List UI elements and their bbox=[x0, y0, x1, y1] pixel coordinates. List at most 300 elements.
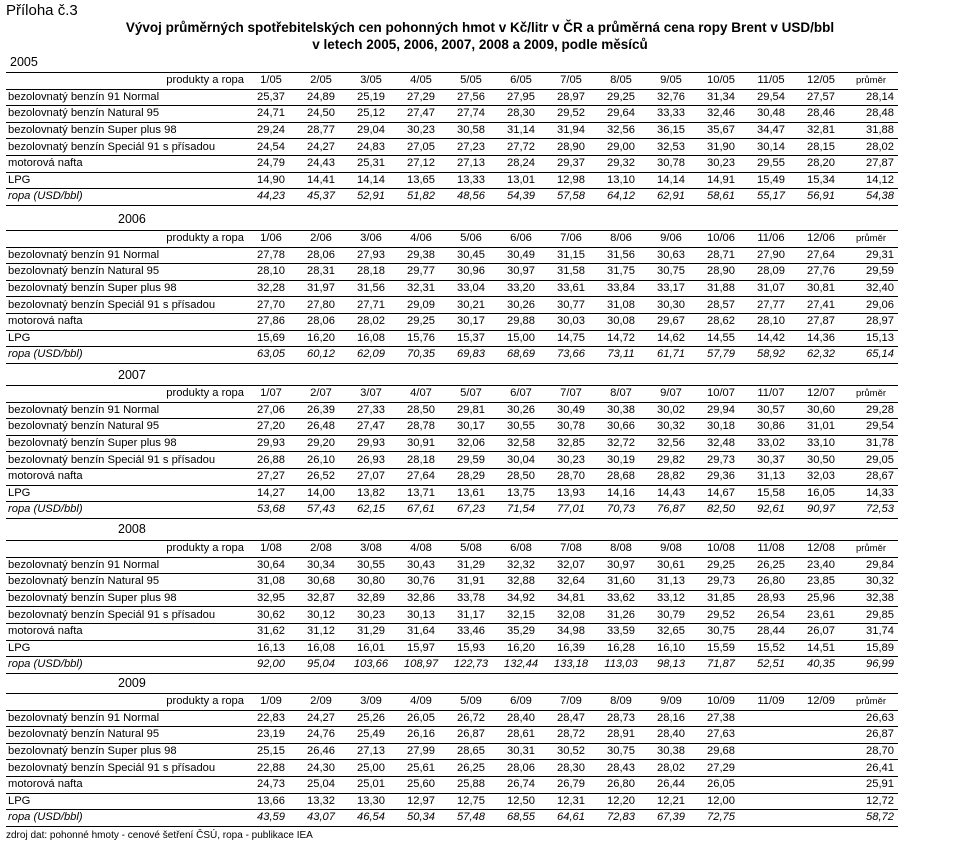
price-cell: 122,73 bbox=[446, 657, 496, 674]
product-label: bezolovnatý benzín Natural 95 bbox=[6, 106, 246, 123]
price-cell: 30,55 bbox=[496, 419, 546, 436]
price-cell: 69,83 bbox=[446, 347, 496, 364]
price-cell: 14,14 bbox=[346, 172, 396, 189]
price-cell: 12,31 bbox=[546, 793, 596, 810]
price-cell: 27,57 bbox=[796, 89, 846, 106]
product-label: bezolovnatý benzín Natural 95 bbox=[6, 264, 246, 281]
price-cell: 30,17 bbox=[446, 313, 496, 330]
price-cell: 28,30 bbox=[546, 760, 596, 777]
price-cell: 71,87 bbox=[696, 657, 746, 674]
product-label: ropa (USD/bbl) bbox=[6, 347, 246, 364]
price-cell: 15,76 bbox=[396, 330, 446, 347]
price-cell: 14,67 bbox=[696, 485, 746, 502]
price-cell: 73,11 bbox=[596, 347, 646, 364]
price-cell: 12,75 bbox=[446, 793, 496, 810]
price-cell: 13,82 bbox=[346, 485, 396, 502]
price-cell: 16,20 bbox=[296, 330, 346, 347]
price-cell: 30,14 bbox=[746, 139, 796, 156]
price-cell: 33,12 bbox=[646, 590, 696, 607]
price-cell: 14,75 bbox=[546, 330, 596, 347]
price-cell: 24,76 bbox=[296, 727, 346, 744]
product-label: bezolovnatý benzín 91 Normal bbox=[6, 710, 246, 727]
price-cell bbox=[746, 793, 796, 810]
price-cell: 14,55 bbox=[696, 330, 746, 347]
price-cell: 25,04 bbox=[296, 776, 346, 793]
product-label: ropa (USD/bbl) bbox=[6, 810, 246, 827]
price-cell: 30,76 bbox=[396, 574, 446, 591]
month-header: 12/07 bbox=[796, 386, 846, 403]
product-label: bezolovnatý benzín Speciál 91 s přísadou bbox=[6, 297, 246, 314]
price-cell: 28,68 bbox=[596, 468, 646, 485]
month-header: 8/09 bbox=[596, 694, 646, 711]
price-cell: 30,23 bbox=[546, 452, 596, 469]
average-cell: 26,87 bbox=[846, 727, 898, 744]
price-cell: 28,97 bbox=[546, 89, 596, 106]
average-cell: 31,74 bbox=[846, 623, 898, 640]
header-label: produkty a ropa bbox=[6, 694, 246, 711]
month-header: 6/08 bbox=[496, 541, 546, 558]
month-header: 10/09 bbox=[696, 694, 746, 711]
price-cell: 13,30 bbox=[346, 793, 396, 810]
price-cell: 29,94 bbox=[696, 402, 746, 419]
price-table bbox=[6, 230, 898, 364]
table-row bbox=[6, 122, 898, 139]
price-cell: 23,85 bbox=[796, 574, 846, 591]
price-cell: 32,65 bbox=[646, 623, 696, 640]
price-cell: 29,25 bbox=[396, 313, 446, 330]
price-cell: 28,57 bbox=[696, 297, 746, 314]
price-cell: 53,68 bbox=[246, 502, 296, 519]
month-header: 11/09 bbox=[746, 694, 796, 711]
price-cell: 27,87 bbox=[796, 313, 846, 330]
price-cell: 29,77 bbox=[396, 264, 446, 281]
price-cell: 27,06 bbox=[246, 402, 296, 419]
price-cell: 14,41 bbox=[296, 172, 346, 189]
price-cell: 33,46 bbox=[446, 623, 496, 640]
price-cell: 29,54 bbox=[746, 89, 796, 106]
price-cell: 30,49 bbox=[546, 402, 596, 419]
price-cell: 29,88 bbox=[496, 313, 546, 330]
product-label: LPG bbox=[6, 793, 246, 810]
price-cell: 25,49 bbox=[346, 727, 396, 744]
product-label: motorová nafta bbox=[6, 155, 246, 172]
header-label: produkty a ropa bbox=[6, 231, 246, 248]
price-cell: 13,33 bbox=[446, 172, 496, 189]
price-cell: 13,10 bbox=[596, 172, 646, 189]
price-cell: 28,65 bbox=[446, 743, 496, 760]
table-row bbox=[6, 623, 898, 640]
price-cell: 103,66 bbox=[346, 657, 396, 674]
year-label: 2005 bbox=[10, 55, 38, 69]
average-header: průměr bbox=[846, 73, 898, 90]
price-cell: 30,04 bbox=[496, 452, 546, 469]
price-cell: 57,79 bbox=[696, 347, 746, 364]
price-table bbox=[6, 72, 898, 206]
product-label: bezolovnatý benzín Super plus 98 bbox=[6, 122, 246, 139]
month-header: 8/05 bbox=[596, 73, 646, 90]
price-cell: 25,37 bbox=[246, 89, 296, 106]
price-cell: 16,01 bbox=[346, 640, 396, 657]
price-cell: 15,58 bbox=[746, 485, 796, 502]
price-cell: 28,10 bbox=[246, 264, 296, 281]
table-row bbox=[6, 435, 898, 452]
average-cell: 12,72 bbox=[846, 793, 898, 810]
price-cell: 44,23 bbox=[246, 189, 296, 206]
price-cell: 28,82 bbox=[646, 468, 696, 485]
price-cell: 61,71 bbox=[646, 347, 696, 364]
average-cell: 25,91 bbox=[846, 776, 898, 793]
price-cell: 24,73 bbox=[246, 776, 296, 793]
month-header: 2/06 bbox=[296, 231, 346, 248]
price-cell: 16,10 bbox=[646, 640, 696, 657]
price-cell: 29,52 bbox=[546, 106, 596, 123]
price-cell: 25,15 bbox=[246, 743, 296, 760]
price-cell: 58,61 bbox=[696, 189, 746, 206]
price-cell: 30,50 bbox=[796, 452, 846, 469]
table-row bbox=[6, 760, 898, 777]
price-cell: 16,39 bbox=[546, 640, 596, 657]
price-cell: 30,48 bbox=[746, 106, 796, 123]
price-cell: 30,19 bbox=[596, 452, 646, 469]
price-cell: 26,54 bbox=[746, 607, 796, 624]
price-cell: 31,14 bbox=[496, 122, 546, 139]
table-row bbox=[6, 485, 898, 502]
price-cell: 33,17 bbox=[646, 280, 696, 297]
price-cell: 27,47 bbox=[346, 419, 396, 436]
price-cell: 31,60 bbox=[596, 574, 646, 591]
price-cell: 34,81 bbox=[546, 590, 596, 607]
price-cell: 30,03 bbox=[546, 313, 596, 330]
price-cell: 27,47 bbox=[396, 106, 446, 123]
price-cell: 30,68 bbox=[296, 574, 346, 591]
month-header: 1/07 bbox=[246, 386, 296, 403]
price-cell: 29,04 bbox=[346, 122, 396, 139]
table-row bbox=[6, 106, 898, 123]
price-cell: 30,57 bbox=[746, 402, 796, 419]
price-cell: 31,12 bbox=[296, 623, 346, 640]
year-label: 2009 bbox=[118, 676, 146, 690]
price-cell bbox=[746, 776, 796, 793]
product-label: LPG bbox=[6, 485, 246, 502]
price-cell: 73,66 bbox=[546, 347, 596, 364]
price-cell: 15,97 bbox=[396, 640, 446, 657]
price-cell: 30,91 bbox=[396, 435, 446, 452]
average-cell: 27,87 bbox=[846, 155, 898, 172]
price-cell: 27,70 bbox=[246, 297, 296, 314]
price-cell: 26,44 bbox=[646, 776, 696, 793]
price-cell: 30,37 bbox=[746, 452, 796, 469]
price-cell: 33,33 bbox=[646, 106, 696, 123]
header-label: produkty a ropa bbox=[6, 541, 246, 558]
price-cell: 52,51 bbox=[746, 657, 796, 674]
year-label: 2007 bbox=[118, 368, 146, 382]
price-cell: 57,58 bbox=[546, 189, 596, 206]
price-cell: 28,50 bbox=[396, 402, 446, 419]
table-row bbox=[6, 793, 898, 810]
price-cell: 33,10 bbox=[796, 435, 846, 452]
price-cell: 14,27 bbox=[246, 485, 296, 502]
price-cell: 32,58 bbox=[496, 435, 546, 452]
price-cell: 15,37 bbox=[446, 330, 496, 347]
price-cell: 29,59 bbox=[446, 452, 496, 469]
average-cell: 29,06 bbox=[846, 297, 898, 314]
price-cell: 27,72 bbox=[496, 139, 546, 156]
price-cell: 28,29 bbox=[446, 468, 496, 485]
average-cell: 65,14 bbox=[846, 347, 898, 364]
page-title: Vývoj průměrných spotřebitelských cen pohonných hmot v Kč/litr v ČR a průměrná cena ropy Brent v USD/bbl bbox=[125, 20, 835, 35]
price-cell: 29,37 bbox=[546, 155, 596, 172]
price-cell: 32,32 bbox=[496, 557, 546, 574]
price-cell: 30,12 bbox=[296, 607, 346, 624]
price-cell: 32,72 bbox=[596, 435, 646, 452]
price-cell: 32,28 bbox=[246, 280, 296, 297]
price-cell: 31,34 bbox=[696, 89, 746, 106]
table-row bbox=[6, 502, 898, 519]
average-header: průměr bbox=[846, 386, 898, 403]
price-cell: 25,60 bbox=[396, 776, 446, 793]
average-cell: 29,31 bbox=[846, 247, 898, 264]
price-table bbox=[6, 540, 898, 674]
price-cell: 33,59 bbox=[596, 623, 646, 640]
price-cell: 27,93 bbox=[346, 247, 396, 264]
price-cell: 62,09 bbox=[346, 347, 396, 364]
price-cell: 16,05 bbox=[796, 485, 846, 502]
price-cell: 30,38 bbox=[596, 402, 646, 419]
average-cell: 29,54 bbox=[846, 419, 898, 436]
price-cell: 95,04 bbox=[296, 657, 346, 674]
price-cell: 32,56 bbox=[596, 122, 646, 139]
price-cell: 132,44 bbox=[496, 657, 546, 674]
annex-label: Příloha č.3 bbox=[6, 2, 78, 19]
price-cell: 28,90 bbox=[696, 264, 746, 281]
price-cell: 30,18 bbox=[696, 419, 746, 436]
price-cell: 55,17 bbox=[746, 189, 796, 206]
average-header: průměr bbox=[846, 694, 898, 711]
product-label: bezolovnatý benzín 91 Normal bbox=[6, 402, 246, 419]
average-cell: 31,78 bbox=[846, 435, 898, 452]
price-cell: 57,43 bbox=[296, 502, 346, 519]
price-cell: 32,95 bbox=[246, 590, 296, 607]
price-cell bbox=[796, 710, 846, 727]
price-cell: 27,64 bbox=[396, 468, 446, 485]
price-cell: 31,58 bbox=[546, 264, 596, 281]
price-cell bbox=[746, 743, 796, 760]
month-header: 7/06 bbox=[546, 231, 596, 248]
price-cell bbox=[796, 727, 846, 744]
price-cell: 25,12 bbox=[346, 106, 396, 123]
average-cell: 32,38 bbox=[846, 590, 898, 607]
header-label: produkty a ropa bbox=[6, 386, 246, 403]
price-cell: 30,23 bbox=[346, 607, 396, 624]
price-cell: 33,84 bbox=[596, 280, 646, 297]
price-cell: 25,96 bbox=[796, 590, 846, 607]
table-row bbox=[6, 710, 898, 727]
price-cell: 45,37 bbox=[296, 189, 346, 206]
product-label: LPG bbox=[6, 172, 246, 189]
price-cell: 28,31 bbox=[296, 264, 346, 281]
product-label: bezolovnatý benzín Natural 95 bbox=[6, 574, 246, 591]
price-cell bbox=[746, 810, 796, 827]
table-row bbox=[6, 557, 898, 574]
month-header: 11/06 bbox=[746, 231, 796, 248]
price-cell: 27,99 bbox=[396, 743, 446, 760]
page-subtitle: v letech 2005, 2006, 2007, 2008 a 2009, podle měsíců bbox=[312, 37, 648, 52]
month-header: 7/09 bbox=[546, 694, 596, 711]
price-cell: 28,20 bbox=[796, 155, 846, 172]
month-header: 8/06 bbox=[596, 231, 646, 248]
price-cell: 27,64 bbox=[796, 247, 846, 264]
price-cell bbox=[746, 710, 796, 727]
price-cell: 29,68 bbox=[696, 743, 746, 760]
price-cell: 12,00 bbox=[696, 793, 746, 810]
month-header: 8/08 bbox=[596, 541, 646, 558]
average-header: průměr bbox=[846, 541, 898, 558]
month-header: 9/06 bbox=[646, 231, 696, 248]
price-cell: 30,75 bbox=[696, 623, 746, 640]
price-cell: 16,20 bbox=[496, 640, 546, 657]
month-header: 12/08 bbox=[796, 541, 846, 558]
price-cell: 13,65 bbox=[396, 172, 446, 189]
price-cell: 30,34 bbox=[296, 557, 346, 574]
average-cell: 58,72 bbox=[846, 810, 898, 827]
price-cell: 26,25 bbox=[446, 760, 496, 777]
price-cell: 13,01 bbox=[496, 172, 546, 189]
price-cell: 30,79 bbox=[646, 607, 696, 624]
price-cell: 31,85 bbox=[696, 590, 746, 607]
table-header-row bbox=[6, 694, 898, 711]
price-cell: 13,66 bbox=[246, 793, 296, 810]
month-header: 7/05 bbox=[546, 73, 596, 90]
price-cell: 16,08 bbox=[296, 640, 346, 657]
price-cell: 32,03 bbox=[796, 468, 846, 485]
table-row bbox=[6, 657, 898, 674]
price-cell: 14,16 bbox=[596, 485, 646, 502]
month-header: 5/07 bbox=[446, 386, 496, 403]
price-cell: 15,00 bbox=[496, 330, 546, 347]
table-header-row bbox=[6, 231, 898, 248]
table-row bbox=[6, 607, 898, 624]
price-cell: 26,74 bbox=[496, 776, 546, 793]
price-cell: 28,70 bbox=[546, 468, 596, 485]
price-cell: 90,97 bbox=[796, 502, 846, 519]
price-cell bbox=[796, 760, 846, 777]
price-cell: 33,62 bbox=[596, 590, 646, 607]
average-cell: 29,59 bbox=[846, 264, 898, 281]
month-header: 4/06 bbox=[396, 231, 446, 248]
table-header-row bbox=[6, 73, 898, 90]
month-header: 3/07 bbox=[346, 386, 396, 403]
price-cell: 28,62 bbox=[696, 313, 746, 330]
price-cell: 22,88 bbox=[246, 760, 296, 777]
price-cell: 23,19 bbox=[246, 727, 296, 744]
price-cell bbox=[796, 810, 846, 827]
price-cell: 14,90 bbox=[246, 172, 296, 189]
price-cell: 29,93 bbox=[246, 435, 296, 452]
average-cell: 28,02 bbox=[846, 139, 898, 156]
price-cell: 30,08 bbox=[596, 313, 646, 330]
product-label: bezolovnatý benzín Speciál 91 s přísadou bbox=[6, 452, 246, 469]
month-header: 8/07 bbox=[596, 386, 646, 403]
price-cell: 28,02 bbox=[346, 313, 396, 330]
month-header: 7/08 bbox=[546, 541, 596, 558]
price-cell: 30,75 bbox=[596, 743, 646, 760]
price-cell: 28,16 bbox=[646, 710, 696, 727]
month-header: 2/05 bbox=[296, 73, 346, 90]
price-cell: 26,80 bbox=[746, 574, 796, 591]
price-cell: 32,56 bbox=[646, 435, 696, 452]
price-cell: 32,88 bbox=[496, 574, 546, 591]
price-cell: 12,98 bbox=[546, 172, 596, 189]
table-row bbox=[6, 468, 898, 485]
price-cell: 33,02 bbox=[746, 435, 796, 452]
price-cell: 31,97 bbox=[296, 280, 346, 297]
price-cell: 28,78 bbox=[396, 419, 446, 436]
average-cell: 28,14 bbox=[846, 89, 898, 106]
price-cell: 30,31 bbox=[496, 743, 546, 760]
price-cell: 14,00 bbox=[296, 485, 346, 502]
price-cell: 13,71 bbox=[396, 485, 446, 502]
year-label: 2006 bbox=[118, 212, 146, 226]
price-cell: 26,07 bbox=[796, 623, 846, 640]
price-cell: 30,80 bbox=[346, 574, 396, 591]
price-cell: 77,01 bbox=[546, 502, 596, 519]
price-cell: 28,15 bbox=[796, 139, 846, 156]
price-cell: 30,77 bbox=[546, 297, 596, 314]
price-cell: 30,64 bbox=[246, 557, 296, 574]
price-cell: 68,55 bbox=[496, 810, 546, 827]
price-cell: 30,66 bbox=[596, 419, 646, 436]
price-cell: 24,27 bbox=[296, 710, 346, 727]
price-table bbox=[6, 693, 898, 827]
price-cell: 67,23 bbox=[446, 502, 496, 519]
product-label: bezolovnatý benzín 91 Normal bbox=[6, 247, 246, 264]
average-cell: 28,67 bbox=[846, 468, 898, 485]
price-cell: 29,25 bbox=[596, 89, 646, 106]
price-cell: 26,88 bbox=[246, 452, 296, 469]
price-cell: 82,50 bbox=[696, 502, 746, 519]
price-cell: 29,73 bbox=[696, 452, 746, 469]
price-cell: 30,78 bbox=[646, 155, 696, 172]
price-cell: 30,26 bbox=[496, 402, 546, 419]
month-header: 12/06 bbox=[796, 231, 846, 248]
price-cell: 25,88 bbox=[446, 776, 496, 793]
price-cell: 27,71 bbox=[346, 297, 396, 314]
price-cell: 24,83 bbox=[346, 139, 396, 156]
table-row bbox=[6, 247, 898, 264]
product-label: LPG bbox=[6, 640, 246, 657]
price-cell: 22,83 bbox=[246, 710, 296, 727]
product-label: bezolovnatý benzín Speciál 91 s přísadou bbox=[6, 139, 246, 156]
price-cell: 28,61 bbox=[496, 727, 546, 744]
product-label: bezolovnatý benzín 91 Normal bbox=[6, 89, 246, 106]
product-label: LPG bbox=[6, 330, 246, 347]
price-cell: 14,91 bbox=[696, 172, 746, 189]
price-cell: 26,80 bbox=[596, 776, 646, 793]
price-cell: 31,07 bbox=[746, 280, 796, 297]
price-cell bbox=[796, 793, 846, 810]
price-cell: 27,76 bbox=[796, 264, 846, 281]
table-row bbox=[6, 727, 898, 744]
table-row bbox=[6, 810, 898, 827]
price-cell: 26,05 bbox=[396, 710, 446, 727]
price-cell: 30,78 bbox=[546, 419, 596, 436]
price-cell: 27,29 bbox=[396, 89, 446, 106]
price-cell: 48,56 bbox=[446, 189, 496, 206]
price-cell: 15,34 bbox=[796, 172, 846, 189]
month-header: 5/09 bbox=[446, 694, 496, 711]
table-row bbox=[6, 89, 898, 106]
average-cell: 54,38 bbox=[846, 189, 898, 206]
